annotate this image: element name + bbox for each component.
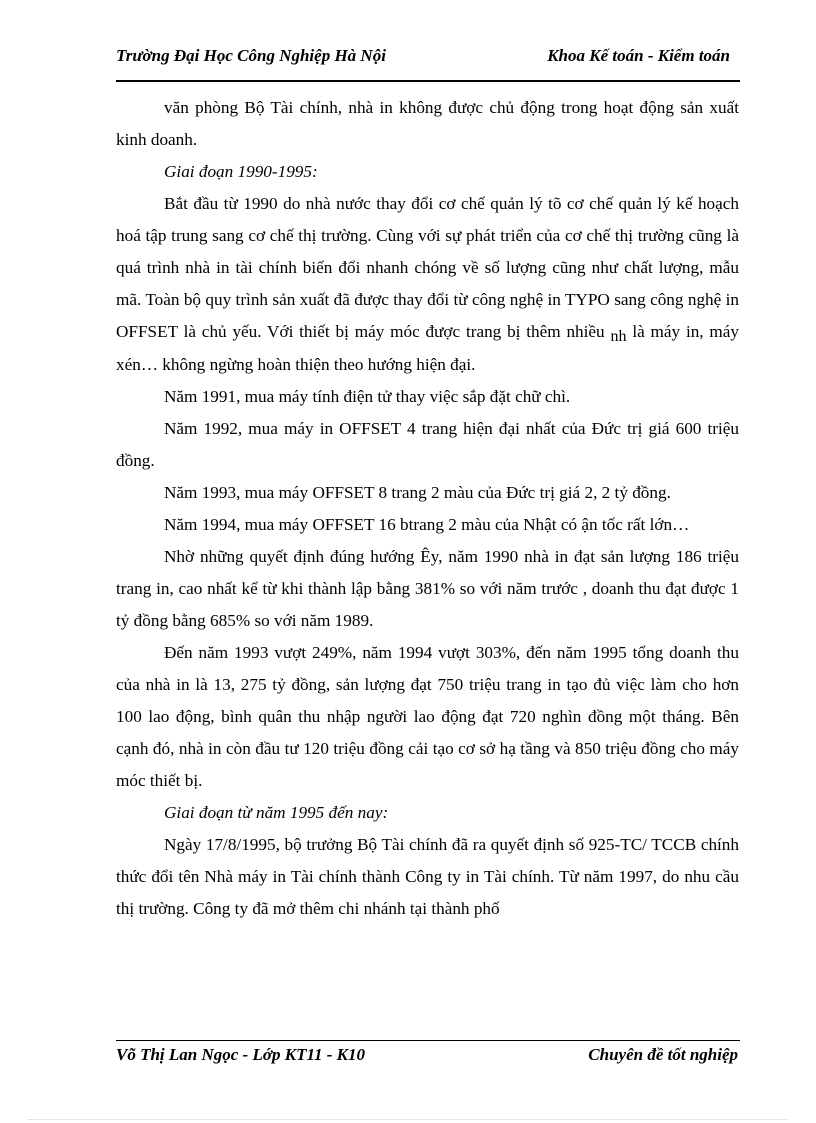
page-bottom-edge bbox=[28, 1119, 788, 1120]
footer-document-type: Chuyên đề tốt nghiệp bbox=[588, 1045, 738, 1064]
period-heading-1990-1995: Giai đoạn 1990-1995: bbox=[164, 162, 318, 181]
document-body bbox=[116, 92, 739, 925]
paragraph-subscript-fragment: nh bbox=[610, 328, 627, 345]
header-school-name: Trường Đại Học Công Nghiệp Hà Nội bbox=[116, 46, 386, 65]
page-header bbox=[116, 42, 740, 82]
footer-author: Võ Thị Lan Ngọc - Lớp KT11 - K10 bbox=[116, 1045, 366, 1064]
paragraph-mechanism-change-text: Bắt đầu từ 1990 do nhà nước thay đổi cơ chế quản lý tõ cơ chế quản lý kế hoạch hoá tập trung sang cơ chế thị trường. Cùng với sự phát triển của cơ chế thị trường cũng là quá trình nhà in tài chính biến đổi nhanh chóng về số lượng cũng như chất lượng, mẫu mã. Toàn bộ quy trình sản xuất đã được thay đổi từ công nghệ in TYPO sang công nghệ in OFFSET là chủ yếu. Với thiết bị máy móc được trang bị thêm nhiều bbox=[116, 194, 739, 341]
paragraph-results-1993-1995: Đến năm 1993 vượt 249%, năm 1994 vượt 303%, đến năm 1995 tổng doanh thu của nhà in là 13, 275 tỷ đồng, sản lượng đạt 750 triệu trang in tạo đủ việc làm cho hơn 100 lao động, bình quân thu nhập người lao động đạt 720 nghìn đồng một tháng. Bên cạnh đó, nhà in còn đầu tư 120 triệu đồng cải tạo cơ sở hạ tầng và 850 triệu đồng cho máy móc thiết bị. bbox=[116, 643, 739, 790]
paragraph-1994: Năm 1994, mua máy OFFSET 16 btrang 2 màu của Nhật có ận tốc rất lớn… bbox=[164, 515, 690, 534]
paragraph-results-1990: Nhờ những quyết định đúng hướng Êy, năm 1990 nhà in đạt sản lượng 186 triệu trang in, cao nhất kể từ khi thành lập bằng 381% so với năm trước , doanh thu đạt được 1 tỷ đồng bằng 685% so với năm 1989. bbox=[116, 547, 739, 630]
period-heading-1995-present: Giai đoạn từ năm 1995 đến nay: bbox=[164, 803, 389, 822]
paragraph-1991: Năm 1991, mua máy tính điện tử thay việc sắp đặt chữ chì. bbox=[164, 387, 571, 406]
paragraph-renaming: Ngày 17/8/1995, bộ trưởng Bộ Tài chính đã ra quyết định số 925-TC/ TCCB chính thức đổi tên Nhà máy in Tài chính thành Công ty in Tài chính. Từ năm 1997, do nhu cầu thị trường. Công ty đã mở thêm chi nhánh tại thành phố bbox=[116, 835, 739, 918]
paragraph-office: văn phòng Bộ Tài chính, nhà in không được chủ động trong hoạt động sản xuất kinh doanh. bbox=[116, 98, 739, 149]
paragraph-mechanism-change-tail: là máy in, máy xén… không ngừng hoàn thiện theo hướng hiện đại. bbox=[116, 322, 740, 374]
header-faculty-name: Khoa Kế toán - Kiểm toán bbox=[547, 46, 730, 65]
paragraph-1992: Năm 1992, mua máy in OFFSET 4 trang hiện đại nhất của Đức trị giá 600 triệu đồng. bbox=[116, 419, 739, 470]
paragraph-mechanism-change bbox=[116, 188, 739, 381]
page-footer bbox=[116, 1040, 740, 1072]
paragraph-1993: Năm 1993, mua máy OFFSET 8 trang 2 màu của Đức trị giá 2, 2 tỷ đồng. bbox=[164, 483, 671, 502]
